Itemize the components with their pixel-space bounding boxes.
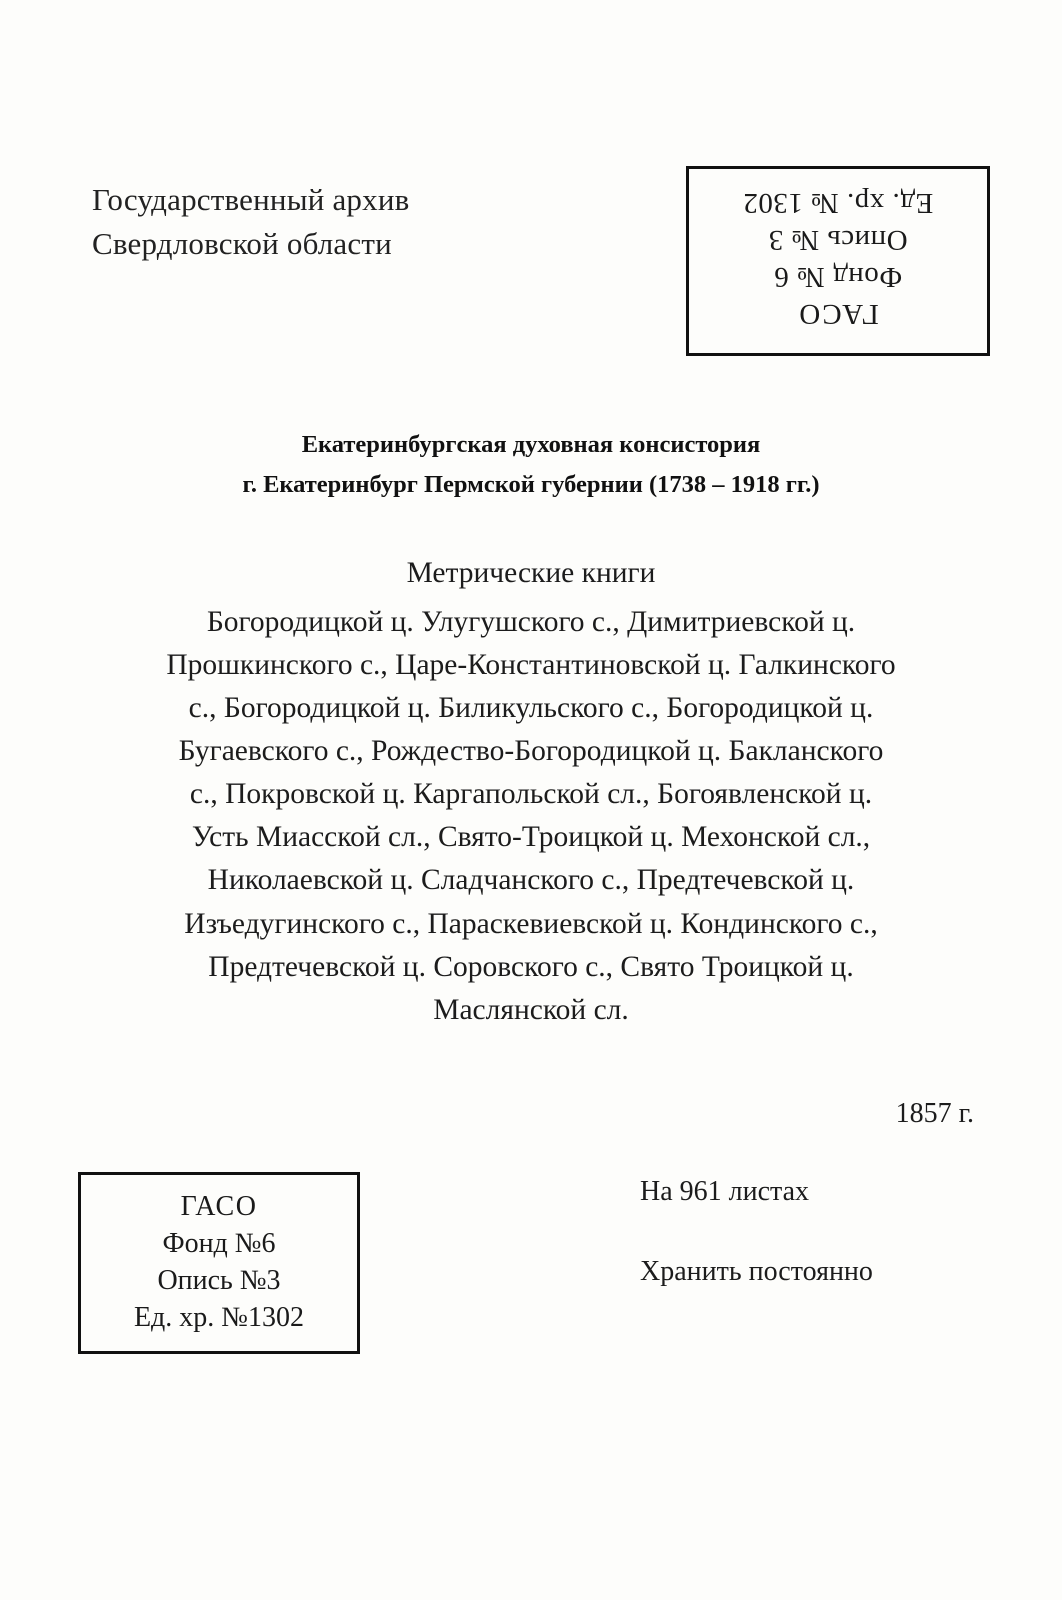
record-description	[60, 552, 1002, 1032]
record-desc-line: Предтечевской ц. Соровского с., Свято Троицкой ц.	[208, 950, 854, 983]
record-desc-line: Изъедугинского с., Параскевиевской ц. Кондинского с.,	[184, 907, 878, 940]
stamp-bottom-fond	[162, 1226, 275, 1263]
stamp-top-fond: Фонд № 6	[773, 261, 903, 294]
stamp-bottom-opis-value: 3	[266, 1265, 281, 1296]
archive-name-line-1: Государственный архив	[92, 182, 410, 217]
consistory-line-2: г. Екатеринбург Пермской губернии (1738 – 1918 гг.)	[242, 470, 820, 498]
stamp-bottom-opis	[157, 1263, 280, 1300]
stamp-bottom-fond-value: 6	[261, 1228, 276, 1260]
consistory-line-1: Екатеринбургская духовная консистория	[301, 431, 761, 458]
record-desc-line: Николаевской ц. Сладчанского с., Предтечевской ц.	[207, 864, 855, 897]
stamp-top-opis: Опись № 3	[768, 224, 908, 256]
record-desc-line: Маслянской сл.	[433, 993, 629, 1026]
stamp-top-unit: Ед. хр. № 1302	[742, 186, 934, 219]
record-desc-line: Усть Миасской сл., Свято-Троицкой ц. Мехонской сл.,	[191, 821, 871, 854]
stamp-bottom-unit-label: Ед. хр. №	[133, 1301, 249, 1333]
stamp-bottom-unit-value: 1302	[248, 1301, 305, 1333]
record-desc-line: с., Богородицкой ц. Биликульского с., Богородицкой ц.	[188, 692, 874, 725]
record-title: Метрические книги	[406, 557, 656, 589]
archive-name-line-2: Свердловской области	[92, 226, 392, 262]
archival-stamp-bottom	[78, 1172, 360, 1354]
archival-stamp-top	[686, 166, 990, 356]
storage-notes	[640, 1178, 873, 1286]
stamp-bottom-fond-label: Фонд №	[162, 1228, 262, 1260]
retention-note: Хранить постоянно	[640, 1256, 873, 1287]
record-desc-line: Прошкинского с., Царе-Константиновской ц. Галкинского	[166, 649, 896, 682]
stamp-top-title: ГАСО	[797, 298, 879, 331]
record-desc-line: Бугаевского с., Рождество-Богородицкой ц. Бакланского	[178, 735, 884, 768]
stamp-bottom-title: ГАСО	[180, 1191, 258, 1223]
stamp-bottom-unit	[134, 1300, 304, 1337]
record-desc-line: Богородицкой ц. Улугушского с., Димитриевской ц.	[206, 606, 856, 639]
record-desc-line: с., Покровской ц. Каргапольской сл., Богоявленской ц.	[189, 778, 873, 811]
sheet-count: На 961 листах	[640, 1176, 810, 1207]
consistory-heading	[0, 425, 1062, 504]
archive-name	[92, 178, 409, 266]
record-year: 1857 г.	[895, 1098, 974, 1129]
stamp-bottom-opis-label: Опись №	[157, 1265, 267, 1296]
